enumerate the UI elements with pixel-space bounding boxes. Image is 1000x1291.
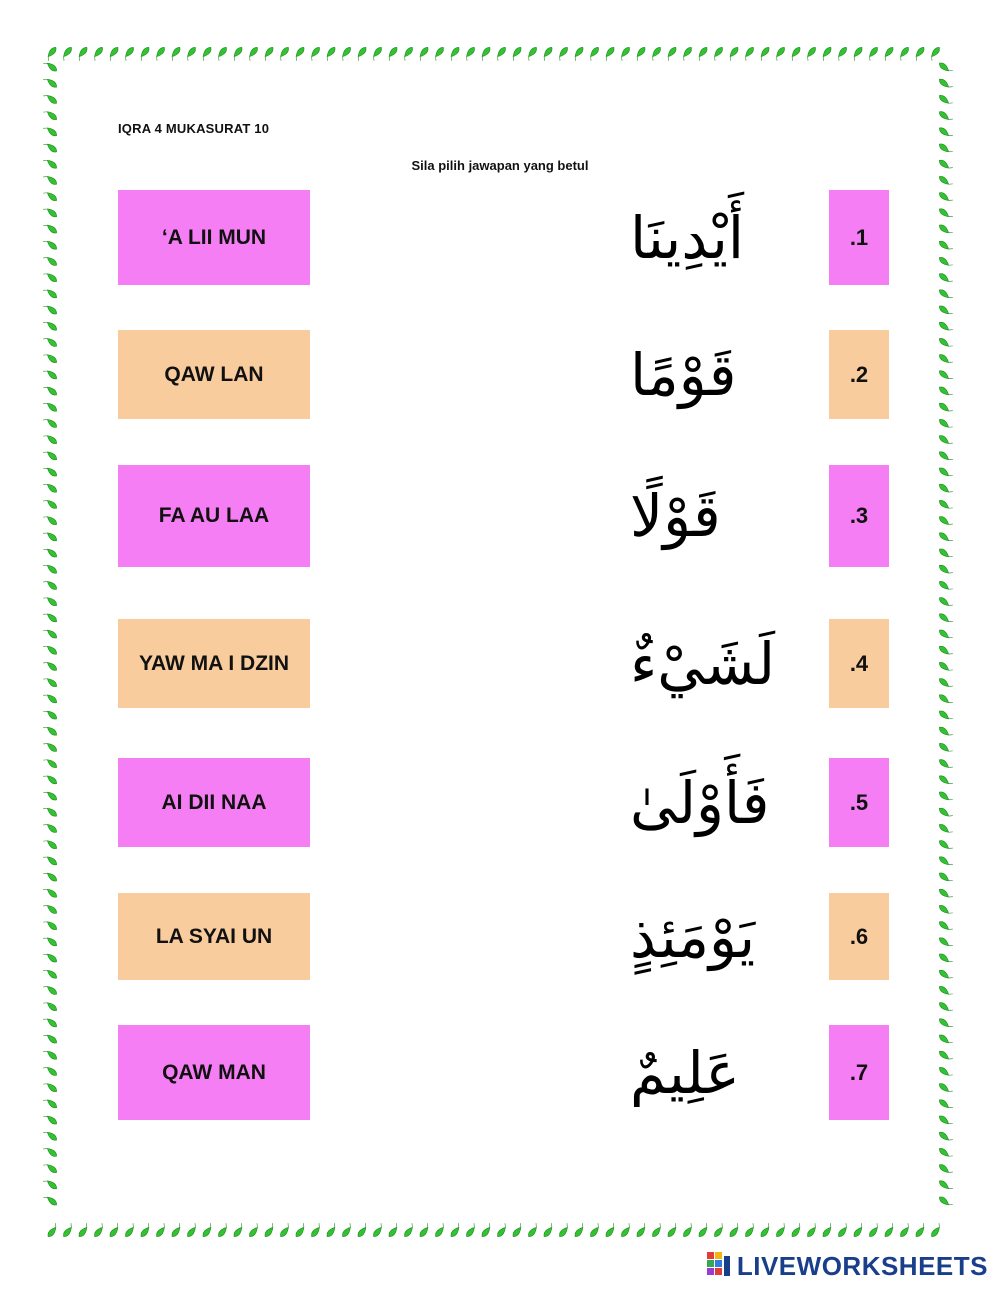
question-number-drop-target[interactable]: .5 [829, 758, 889, 847]
liveworksheets-logo-icon [707, 1252, 731, 1280]
question-number-drop-target[interactable]: .3 [829, 465, 889, 567]
question-number-drop-target[interactable]: .1 [829, 190, 889, 285]
question-number-drop-target[interactable]: .6 [829, 893, 889, 980]
answer-option[interactable]: QAW MAN [118, 1025, 310, 1120]
answer-option[interactable]: YAW MA I DZIN [118, 619, 310, 708]
answer-option[interactable]: FA AU LAA [118, 465, 310, 567]
question-number-drop-target[interactable]: .4 [829, 619, 889, 708]
answer-option[interactable]: QAW LAN [118, 330, 310, 419]
arabic-word: أَيْدِينَا [630, 203, 745, 272]
answer-option[interactable]: AI DII NAA [118, 758, 310, 847]
arabic-word: يَوْمَئِذٍ [630, 902, 756, 971]
brand-name: LIVEWORKSHEETS [736, 1250, 988, 1281]
liveworksheets-brand [707, 1249, 988, 1283]
worksheet-title: IQRA 4 MUKASURAT 10 [118, 121, 270, 136]
question-number-drop-target[interactable]: .7 [829, 1025, 889, 1120]
arabic-word: لَشَيْءٌ [630, 629, 776, 698]
instruction-text: Sila pilih jawapan yang betul [411, 158, 589, 173]
arabic-word: فَأَوْلَىٰ [630, 768, 770, 837]
arabic-word: قَوْمًا [630, 340, 737, 409]
question-number-drop-target[interactable]: .2 [829, 330, 889, 419]
arabic-word: عَلِيمٌ [630, 1038, 740, 1107]
answer-option[interactable]: ‘A LII MUN [118, 190, 310, 285]
arabic-word: قَوْلًا [630, 482, 721, 550]
answer-option[interactable]: LA SYAI UN [118, 893, 310, 980]
